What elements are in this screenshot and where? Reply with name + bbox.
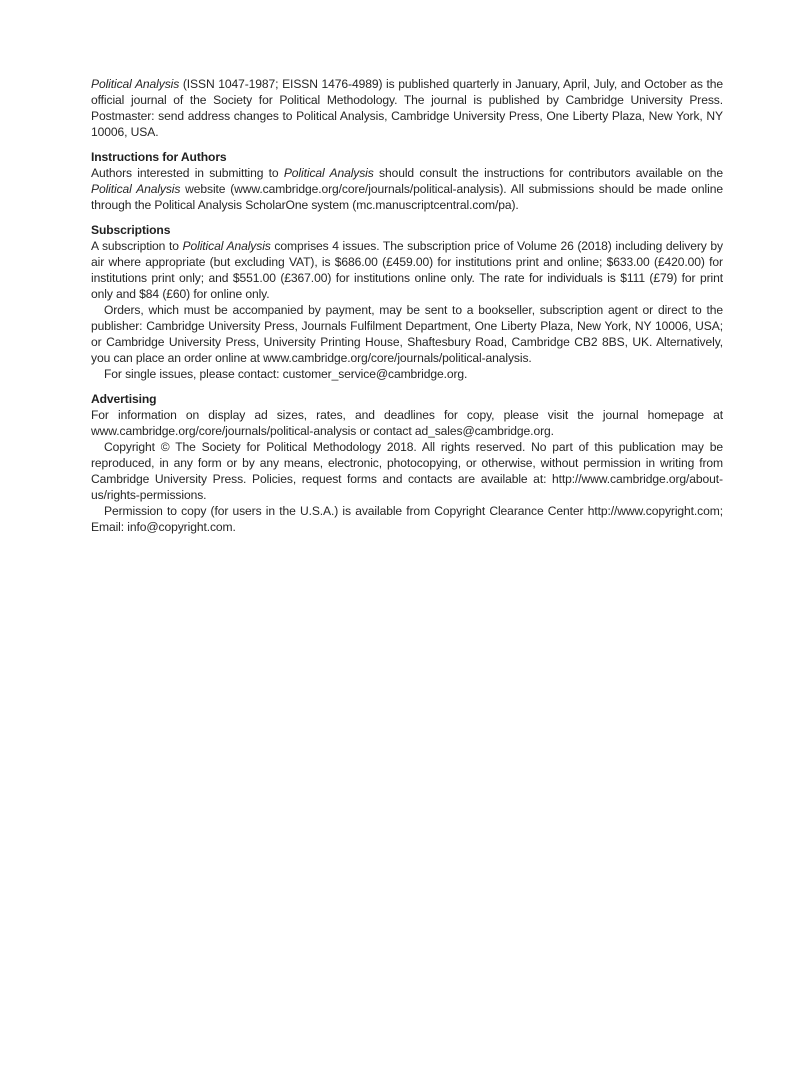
intro-section	[91, 76, 723, 140]
instructions-section	[91, 149, 723, 213]
advertising-heading: Advertising	[91, 392, 157, 406]
advertising-paragraph-1: For information on display ad sizes, rates, and deadlines for copy, please visit the journal homepage at www.cambridge.org/core/journals/political-analysis or contact ad_sales@cambridge.org.	[91, 408, 723, 438]
subscriptions-section	[91, 222, 723, 382]
subscriptions-heading: Subscriptions	[91, 223, 171, 237]
subscriptions-text-b: comprises 4 issues. The subscription price of Volume 26 (2018) including delivery by air where appropriate (but excluding VAT), is $686.00 (£459.00) for institutions print and online; $633.00 (£420.00) for institutions print only; and $551.00 (£367.00) for institutions online only. The rate for individuals is $111 (£79) for print only and $84 (£60) for online only.	[91, 239, 723, 301]
subscriptions-paragraph-1	[91, 238, 723, 302]
journal-name-ref: Political Analysis	[182, 239, 271, 253]
intro-text: (ISSN 1047-1987; EISSN 1476-4989) is published quarterly in January, April, July, and October as the official journal of the Society for Political Methodology. The journal is published by Cambridge University Press. Postmaster: send address changes to Political Analysis, Cambridge University Press, One Liberty Plaza, New York, NY 10006, USA.	[91, 77, 723, 139]
subscriptions-paragraph-2: Orders, which must be accompanied by payment, may be sent to a bookseller, subscription agent or direct to the publisher: Cambridge University Press, Journals Fulfilment Department, One Liberty Plaza, New York, NY 10006, USA; or Cambridge University Press, University Printing House, Shaftesbury Road, Cambridge CB2 8BS, UK. Alternatively, you can place an order online at www.cambridge.org/core/journals/political-analysis.	[91, 303, 723, 365]
advertising-section	[91, 391, 723, 535]
document-page	[91, 76, 723, 544]
instructions-text-b: should consult the instructions for contributors available on the	[373, 166, 724, 180]
intro-paragraph	[91, 76, 723, 140]
journal-name: Political Analysis	[91, 77, 180, 91]
subscriptions-text-a: A subscription to	[91, 239, 183, 253]
copyright-paragraph: Copyright © The Society for Political Methodology 2018. All rights reserved. No part of this publication may be reproduced, in any form or by any means, electronic, photocopying, or otherwise, without permission in writing from Cambridge University Press. Policies, request forms and contacts are available at: http://www.cambridge.org/about-us/rights-permissions.	[91, 440, 723, 502]
instructions-heading: Instructions for Authors	[91, 150, 227, 164]
instructions-text-c: website (www.cambridge.org/core/journals/political-analysis). All submissions should be made online through the Political Analysis ScholarOne system (mc.manuscriptcentral.com/pa).	[91, 182, 723, 212]
journal-name-ref: Political Analysis	[283, 166, 374, 180]
permission-paragraph: Permission to copy (for users in the U.S.A.) is available from Copyright Clearance Center http://www.copyright.com; Email: info@copyright.com.	[91, 504, 723, 534]
journal-name-ref: Political Analysis	[91, 182, 181, 196]
subscriptions-paragraph-3: For single issues, please contact: customer_service@cambridge.org.	[104, 367, 468, 381]
instructions-paragraph	[91, 165, 723, 213]
instructions-text-a: Authors interested in submitting to	[91, 166, 284, 180]
